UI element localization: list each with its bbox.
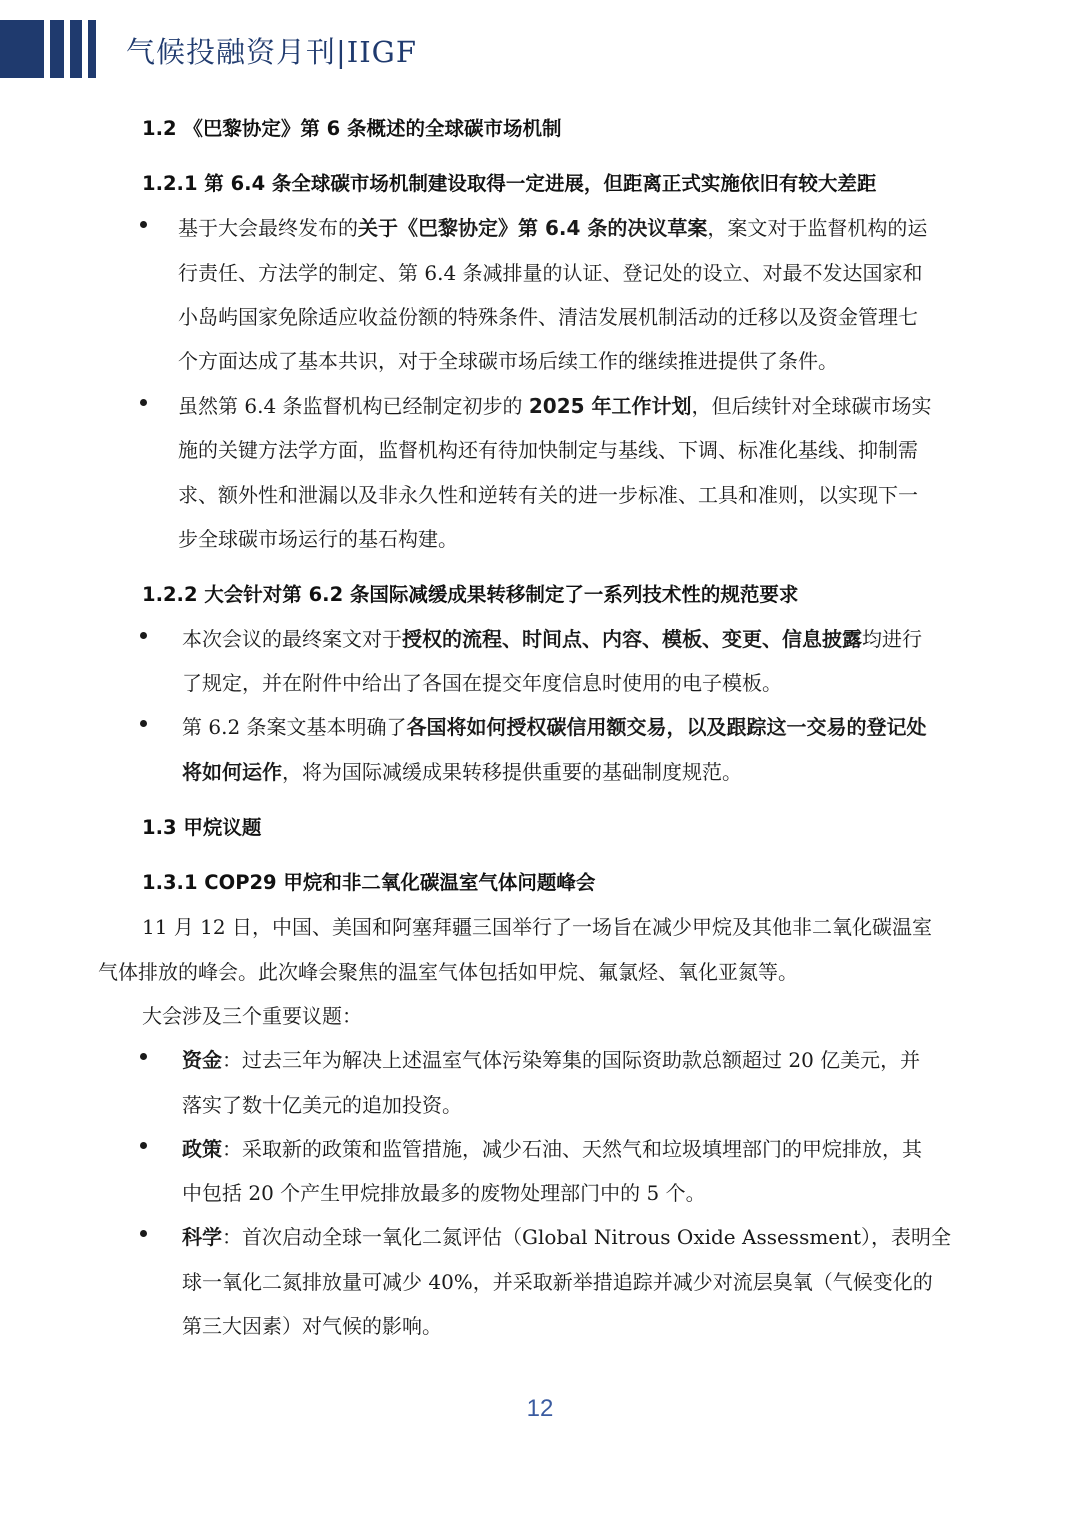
bullet-text-line — [182, 1044, 920, 1073]
text-run: 基于大会最终发布的 — [178, 216, 358, 240]
logo-bar — [0, 20, 44, 78]
paragraph-line: 大会涉及三个重要议题： — [142, 1004, 362, 1028]
logo-bar — [50, 20, 64, 78]
bullet-dot — [140, 399, 147, 406]
bullet-dot — [140, 720, 147, 727]
text-run: 第 6.2 条案文基本明确了 — [182, 715, 407, 739]
logo-bar — [88, 20, 96, 78]
section-heading-1-2-1: 1.2.1 第 6.4 条全球碳市场机制建设取得一定进展，但距离正式实施依旧有较大差距 — [142, 172, 877, 195]
section-heading-1-3: 1.3 甲烷议题 — [142, 816, 262, 839]
bullet-dot — [140, 632, 147, 639]
text-run: ，将为国际减缓成果转移提供重要的基础制度规范。 — [282, 760, 742, 784]
bullet-text-line: 第三大因素）对气候的影响。 — [182, 1314, 442, 1338]
paragraph-line: 气体排放的峰会。此次峰会聚焦的温室气体包括如甲烷、氟氯烃、氧化亚氮等。 — [98, 960, 798, 984]
bold-text-run: 授权的流程、时间点、内容、模板、变更、信息披露 — [402, 627, 862, 651]
bullet-text-line: 小岛屿国家免除适应收益份额的特殊条件、清洁发展机制活动的迁移以及资金管理七 — [178, 305, 918, 329]
text-run: ，案文对于监督机构的运 — [707, 216, 928, 240]
bullet-text-line: 了规定，并在附件中给出了各国在提交年度信息时使用的电子模板。 — [182, 671, 782, 695]
bold-text-run: 政策 — [182, 1137, 222, 1161]
bullet-text-line — [178, 390, 932, 419]
bullet-text-line: 求、额外性和泄漏以及非永久性和逆转有关的进一步标准、工具和准则，以实现下一 — [178, 483, 918, 507]
bullet-text-line: 行责任、方法学的制定、第 6.4 条减排量的认证、登记处的设立、对最不发达国家和 — [178, 261, 923, 285]
text-run: 均进行 — [862, 627, 922, 651]
logo-bar — [70, 20, 82, 78]
bold-text-run: 科学 — [182, 1225, 222, 1249]
bold-text-run: 各国将如何授权碳信用额交易，以及跟踪这一交易的登记处 — [406, 715, 927, 739]
bullet-text-line — [178, 212, 927, 241]
bullet-dot — [140, 221, 147, 228]
section-heading-1-3-1: 1.3.1 COP29 甲烷和非二氧化碳温室气体问题峰会 — [142, 871, 596, 894]
bullet-text-line — [182, 1133, 922, 1162]
bullet-text-line — [182, 756, 742, 785]
bold-text-run: 将如何运作 — [182, 760, 282, 784]
bullet-dot — [140, 1230, 147, 1237]
page-number: 12 — [526, 1395, 554, 1422]
header-title: 气候投融资月刊|IIGF — [126, 35, 417, 69]
header-logo — [0, 20, 100, 78]
bullet-text-line: 球一氧化二氮排放量可减少 40%，并采取新举措追踪并减少对流层臭氧（气候变化的 — [182, 1270, 933, 1294]
bullet-text-line: 落实了数十亿美元的追加投资。 — [182, 1093, 462, 1117]
text-run: ：采取新的政策和监管措施，减少石油、天然气和垃圾填埋部门的甲烷排放，其 — [222, 1137, 922, 1161]
bullet-text-line: 个方面达成了基本共识，对于全球碳市场后续工作的继续推进提供了条件。 — [178, 349, 838, 373]
bullet-text-line: 中包括 20 个产生甲烷排放最多的废物处理部门中的 5 个。 — [182, 1181, 706, 1205]
text-run: ：过去三年为解决上述温室气体污染筹集的国际资助款总额超过 20 亿美元，并 — [222, 1048, 921, 1072]
text-run: ，但后续针对全球碳市场实 — [691, 394, 932, 418]
bullet-dot — [140, 1053, 147, 1060]
bold-text-run: 关于《巴黎协定》第 6.4 条的决议草案 — [358, 216, 708, 240]
text-run: ：首次启动全球一氧化二氮评估（Global Nitrous Oxide Assessment），表明全 — [222, 1225, 952, 1249]
bold-text-run: 2025 年工作计划 — [528, 394, 692, 418]
bullet-dot — [140, 1142, 147, 1149]
bullet-text-line: 施的关键方法学方面，监督机构还有待加快制定与基线、下调、标准化基线、抑制需 — [178, 438, 918, 462]
bold-text-run: 资金 — [182, 1048, 222, 1072]
bullet-text-line — [182, 623, 922, 652]
section-heading-1-2-2: 1.2.2 大会针对第 6.2 条国际减缓成果转移制定了一系列技术性的规范要求 — [142, 583, 799, 606]
bullet-text-line — [182, 711, 927, 740]
section-heading-1-2: 1.2 《巴黎协定》第 6 条概述的全球碳市场机制 — [142, 117, 562, 140]
bullet-text-line — [182, 1221, 951, 1250]
text-run: 虽然第 6.4 条监督机构已经制定初步的 — [178, 394, 529, 418]
text-run: 本次会议的最终案文对于 — [182, 627, 402, 651]
paragraph-line: 11 月 12 日，中国、美国和阿塞拜疆三国举行了一场旨在减少甲烷及其他非二氧化碳温室 — [142, 915, 932, 939]
bullet-text-line: 步全球碳市场运行的基石构建。 — [178, 527, 458, 551]
